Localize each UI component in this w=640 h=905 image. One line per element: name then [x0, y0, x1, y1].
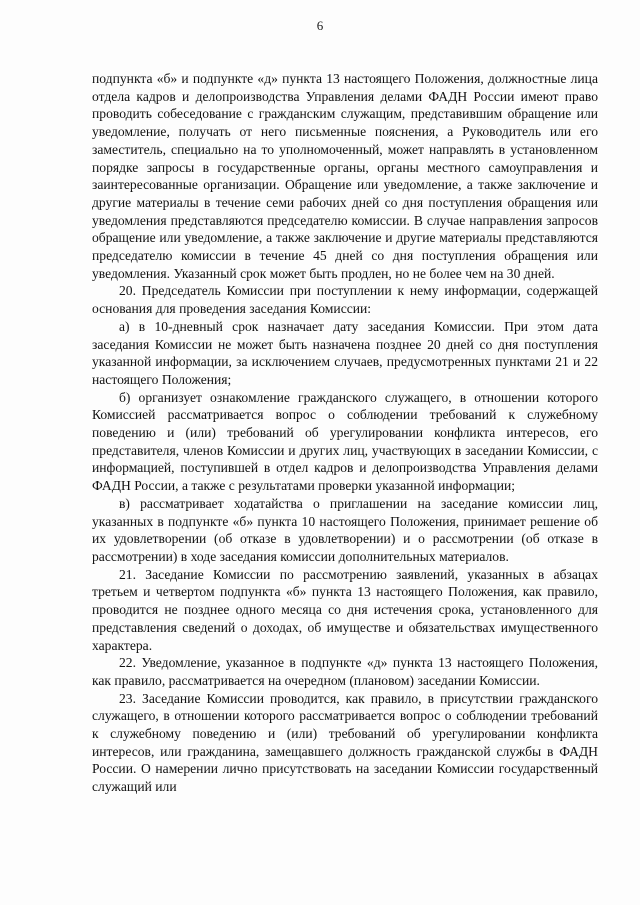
paragraph-20: 20. Председатель Комиссии при поступлении к нему информации, содержащей основания для проведения заседания Комиссии: [92, 283, 598, 317]
document-body [92, 70, 598, 796]
paragraph-23: 23. Заседание Комиссии проводится, как правило, в присутствии гражданского служащего, в отношении которого рассматривается вопрос о соблюдении требований к служебному поведению и (или) требований об урегулировании конфликта интересов, или гражданина, замещавшего должность гражданской службы в ФАДН России. О намерении лично присутствовать на заседании Комиссии государственный служащий или [92, 690, 598, 795]
paragraph-21: 21. Заседание Комиссии по рассмотрению заявлений, указанных в абзацах третьем и четвертом подпункта «б» пункта 13 настоящего Положения, как правило, проводится не позднее одного месяца со дня истечения срока, установленного для представления сведений о доходах, об имуществе и обязательствах имущественного характера. [92, 566, 598, 653]
paragraph-20-b: б) организует ознакомление гражданского служащего, в отношении которого Комиссией рассматривается вопрос о соблюдении требований к служебному поведению и (или) требований об урегулировании конфликта интересов, его представителя, членов Комиссии и других лиц, участвующих в заседании Комиссии, с информацией, поступившей в отдел кадров и делопроизводства Управления делами ФАДН России, а также с результатами проверки указанной информации; [92, 389, 598, 494]
page-number: 6 [316, 18, 324, 33]
paragraph-20-v: в) рассматривает ходатайства о приглашении на заседание комиссии лиц, указанных в подпункте «б» пункта 10 настоящего Положения, принимает решение об их удовлетворении (об отказе в удовлетворении) и о рассмотрении (об отказе в рассмотрении) в ходе заседания комиссии дополнительных материалов. [92, 495, 598, 564]
paragraph-22: 22. Уведомление, указанное в подпункте «д» пункта 13 настоящего Положения, как правило, рассматривается на очередном (плановом) заседании Комиссии. [92, 655, 598, 688]
paragraph-continuation: подпункта «б» и подпункте «д» пункта 13 настоящего Положения, должностные лица отдела кадров и делопроизводства Управления делами ФАДН России имеют право проводить собеседование с гражданским служащим, представившим обращение или уведомление, получать от него письменные пояснения, а Руководитель или его заместитель, специально на то уполномоченный, может направлять в установленном порядке запросы в государственные органы, органы местного самоуправления и заинтересованные организации. Обращение или уведомление, а также заключение и другие материалы в течение семи рабочих дней со дня поступления обращения или уведомления представляются председателю комиссии. В случае направления запросов обращение или уведомление, а также заключение и другие материалы представляются председателю комиссии в течение 45 дней со дня поступления обращения или уведомления. Указанный срок может быть продлен, но не более чем на 30 дней. [92, 71, 598, 281]
paragraph-20-a: а) в 10-дневный срок назначает дату заседания Комиссии. При этом дата заседания Комиссии не может быть назначена позднее 20 дней со дня поступления указанной информации, за исключением случаев, предусмотренных пунктами 21 и 22 настоящего Положения; [92, 318, 598, 387]
